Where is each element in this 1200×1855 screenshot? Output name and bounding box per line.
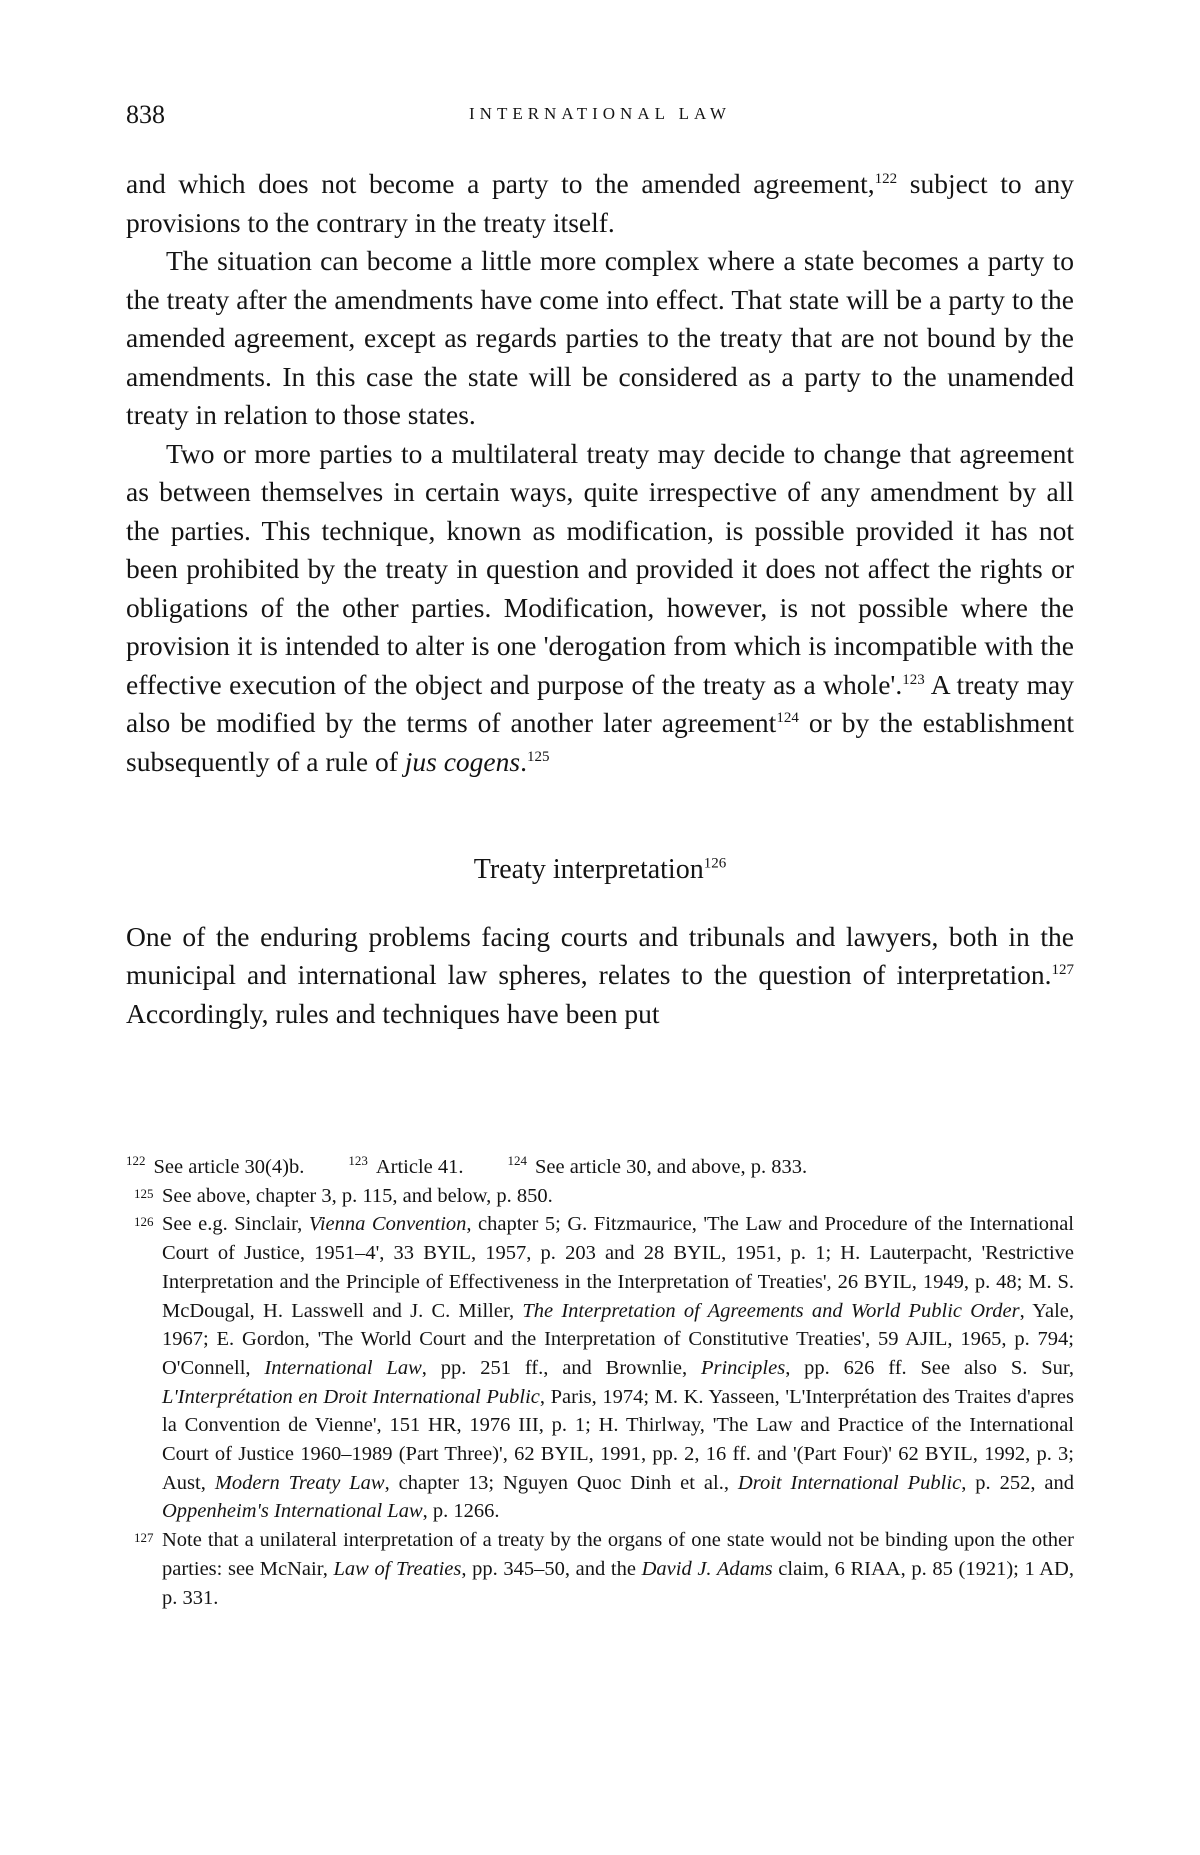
footnote-125 bbox=[126, 1182, 1074, 1211]
footnote-text: See article 30, and above, p. 833. bbox=[535, 1156, 808, 1178]
footnotes bbox=[126, 1153, 1074, 1612]
footnote-ref-127[interactable]: 127 bbox=[1051, 961, 1074, 978]
footnote-127: 127 Note that a unilateral interpretation of a treaty by the organs of one state would not be binding upon the other parties: see McNair, Law of Treaties, pp. 345–50, and the David J. Adams claim, 6 RIAA, p. 85 (1921); 1 AD, p. 331. bbox=[126, 1526, 1074, 1612]
footnote-number: 125 bbox=[134, 1185, 154, 1201]
footnote-ref-122[interactable]: 122 bbox=[874, 170, 898, 187]
footnote-ref-125[interactable]: 125 bbox=[526, 748, 550, 765]
footnote-row-122-124 bbox=[126, 1153, 1074, 1182]
footnote-ref-124[interactable]: 124 bbox=[776, 709, 799, 726]
footnote-text: See above, chapter 3, p. 115, and below, p. 850. bbox=[162, 1184, 553, 1207]
footnote-text: Article 41. bbox=[375, 1156, 464, 1178]
footnote-ref-126[interactable]: 126 bbox=[703, 855, 727, 872]
paragraph-2: The situation can become a little more complex where a state becomes a party to the treaty after the amendments have come into effect. That state will be a party to the amended agreement, except as regards parties to the treaty that are not bound by the amendments. In this case the state will be considered as a party to the unamended treaty in relation to those states. bbox=[126, 245, 1074, 430]
footnote-number: 127 bbox=[134, 1530, 154, 1546]
jus-cogens-term: jus cogens bbox=[404, 745, 521, 777]
running-head: INTERNATIONAL LAW bbox=[469, 104, 731, 123]
section-heading: Treaty interpretation$^{126}$ bbox=[473, 854, 727, 885]
footnote-number: 122 bbox=[126, 1153, 146, 1169]
page-header bbox=[126, 100, 1074, 130]
paragraph-1: and which does not become a party to the amended agreement,$^{122}$ subject to any provisions to the contrary in the treaty itself. bbox=[126, 168, 1074, 238]
paragraph-3: Two or more parties to a multilateral treaty may decide to change that agreement as between themselves in certain ways, quite irrespective of any amendment by all the parties. This technique, known as modification, is possible provided it has not been prohibited by the treaty in question and provided it does not affect the rights or obligations of the other parties. Modification, however, is not possible where the provision it is intended to alter is one 'derogation from which is incompatible with the effective execution of the object and purpose of the treaty as a whole'.$^{123}$ A treaty may also be modified by the terms of another later agreement$^{124}$ or by the establishment subsequently of a rule of jus cogens.$^{125}$ bbox=[126, 437, 1074, 777]
footnote-number: 123 bbox=[348, 1153, 368, 1169]
body-text bbox=[126, 165, 1074, 1033]
footnote-text: See article 30(4)b. bbox=[153, 1156, 305, 1178]
footnote-126: 126 See e.g. Sinclair, Vienna Convention, chapter 5; G. Fitzmaurice, 'The Law and Procedure of the International Court of Justice, 1951–4', 33 BYIL, 1957, p. 203 and 28 BYIL, 1951, p. 1; H. Lauterpacht, 'Restrictive Interpretation and the Principle of Effectiveness in the Interpretation of Treaties', 26 BYIL, 1949, p. 48; M. S. McDougal, H. Lasswell and J. C. Miller, The Interpretation of Agreements and World Public Order, Yale, 1967; E. Gordon, 'The World Court and the Interpretation of Constitutive Treaties', 59 AJIL, 1965, p. 794; O'Connell, International Law, pp. 251 ff., and Brownlie, Principles, pp. 626 ff. See also S. Sur, L'Interprétation en Droit International Public, Paris, 1974; M. K. Yasseen, 'L'Interprétation des Traites d'apres la Convention de Vienne', 151 HR, 1976 III, p. 1; H. Thirlway, 'The Law and Practice of the International Court of Justice 1960–1989 (Part Three)', 62 BYIL, 1991, pp. 2, 16 ff. and '(Part Four)' 62 BYIL, 1992, p. 3; Aust, Modern Treaty Law, chapter 13; Nguyen Quoc Dinh et al., Droit International Public, p. 252, and Oppenheim's International Law, p. 1266. bbox=[126, 1210, 1074, 1526]
footnote-ref-123[interactable]: 123 bbox=[902, 671, 925, 688]
paragraph-4: One of the enduring problems facing courts and tribunals and lawyers, both in the municipal and international law spheres, relates to the question of interpretation.$^{127}$ Accordingly, rules and techniques have been put bbox=[126, 920, 1074, 1029]
footnote-number: 126 bbox=[134, 1214, 154, 1230]
footnote-number: 124 bbox=[507, 1153, 528, 1169]
page-number: 838 bbox=[126, 100, 165, 129]
